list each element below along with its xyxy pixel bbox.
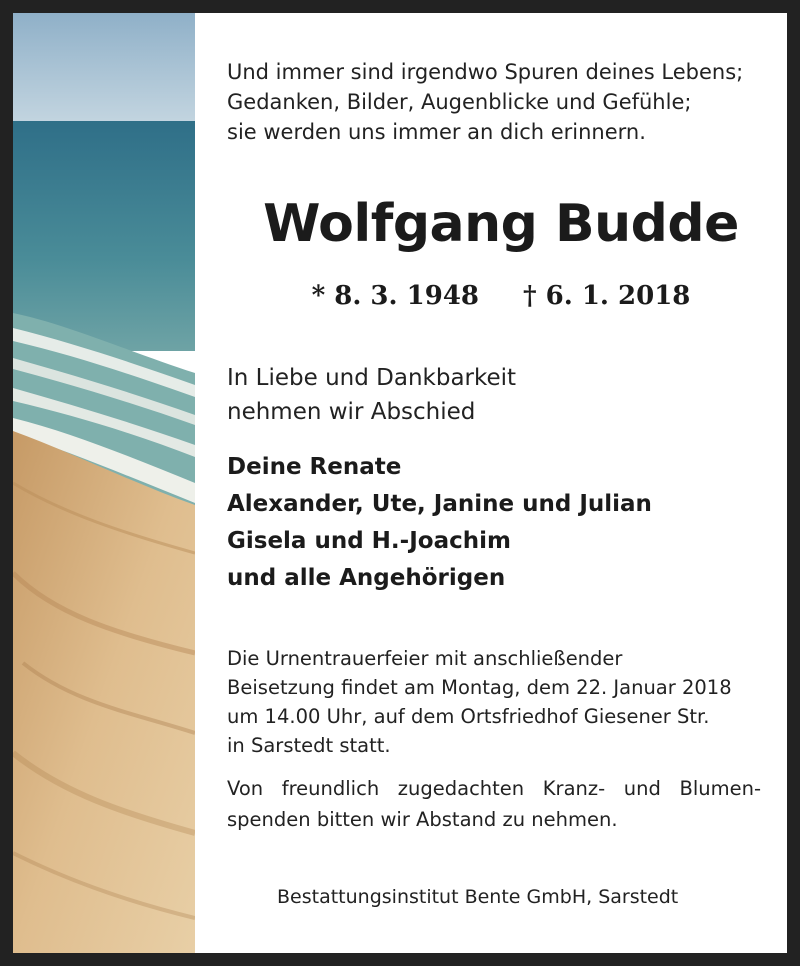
ceremony-line: um 14.00 Uhr, auf dem Ortsfriedhof Giesener Str. [227, 705, 710, 728]
life-dates [227, 279, 775, 313]
deceased-name: Wolfgang Budde [263, 194, 739, 254]
mourner-name: Deine Renate [227, 454, 402, 480]
ceremony-line: Die Urnentrauerfeier mit anschließender [227, 647, 623, 670]
mourner-name: Gisela und H.-Joachim [227, 528, 511, 554]
undertaker-name: Bestattungsinstitut Bente GmbH, Sarstedt [277, 886, 679, 908]
flower-request [227, 773, 775, 835]
ceremony-line: in Sarstedt statt. [227, 734, 391, 757]
ceremony-info [227, 644, 775, 760]
poem-line: Und immer sind irgendwo Spuren deines Lebens; [227, 60, 744, 84]
birth-date: * 8. 3. 1948 [311, 281, 479, 311]
poem-line: Gedanken, Bilder, Augenblicke und Gefühle; [227, 90, 692, 114]
mourner-name: Alexander, Ute, Janine und Julian [227, 491, 652, 517]
farewell-line: nehmen wir Abschied [227, 399, 476, 425]
poem-line: sie werden uns immer an dich erinnern. [227, 120, 646, 144]
obituary-text [227, 13, 775, 953]
obituary-card [13, 13, 787, 953]
request-line: Von freundlich zugedachten Kranz- und Blumen- [227, 777, 761, 800]
death-date: † 6. 1. 2018 [523, 281, 691, 311]
beach-dune-photo [13, 13, 195, 953]
poem [227, 57, 775, 147]
request-line: spenden bitten wir Abstand zu nehmen. [227, 808, 618, 831]
farewell-line: In Liebe und Dankbarkeit [227, 365, 517, 391]
ceremony-line: Beisetzung findet am Montag, dem 22. Januar 2018 [227, 676, 732, 699]
mourner-name: und alle Angehörigen [227, 565, 506, 591]
farewell-text [227, 361, 775, 429]
mourners-list [227, 449, 775, 597]
